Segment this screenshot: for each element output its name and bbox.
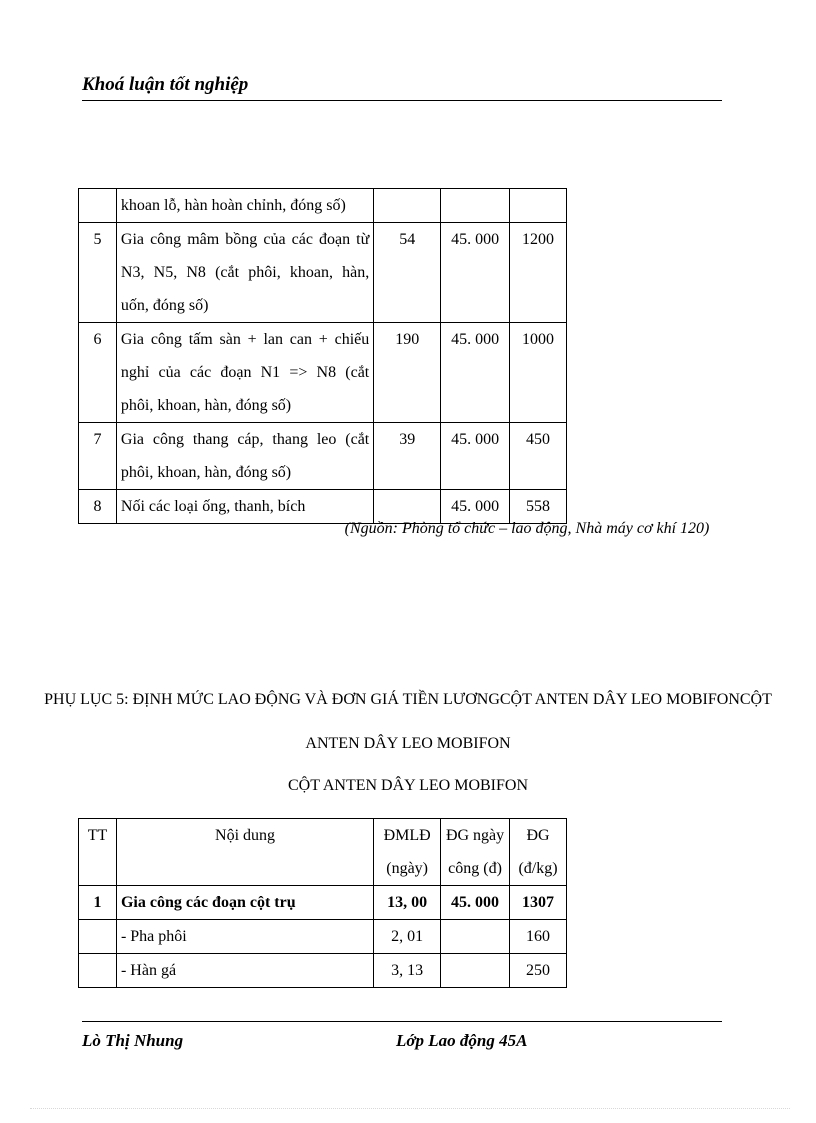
wage-table-continued bbox=[78, 188, 567, 524]
row-dg-kg: 1200 bbox=[510, 223, 567, 323]
row-tt: 5 bbox=[79, 223, 117, 323]
table-row bbox=[79, 920, 567, 954]
row-dg-ngay: 45. 000 bbox=[441, 490, 510, 524]
footer-class: Lớp Lao động 45A bbox=[396, 1031, 528, 1050]
row-content: - Hàn gá bbox=[116, 954, 373, 988]
source-note bbox=[0, 520, 816, 538]
table-header-row bbox=[79, 819, 567, 886]
document-header-title: Khoá luận tốt nghiệp bbox=[82, 74, 249, 95]
row-dg-ngay: 45. 000 bbox=[441, 323, 510, 423]
appendix-title-line-1: PHỤ LỤC 5: ĐỊNH MỨC LAO ĐỘNG VÀ ĐƠN GIÁ TIỀN LƯƠNGCỘT ANTEN DÂY LEO MOBIFONCỘT bbox=[44, 691, 772, 708]
row-dmld bbox=[374, 490, 441, 524]
row-tt: 1 bbox=[79, 886, 117, 920]
table-row bbox=[79, 886, 567, 920]
table-row bbox=[79, 323, 567, 423]
row-tt bbox=[79, 189, 117, 223]
header-dg-kg: ĐG (đ/kg) bbox=[510, 819, 567, 886]
row-dmld: 39 bbox=[374, 423, 441, 490]
table-row bbox=[79, 490, 567, 524]
header-dg-ngay: ĐG ngày công (đ) bbox=[441, 819, 510, 886]
row-dg-kg bbox=[510, 189, 567, 223]
row-dg-kg: 450 bbox=[510, 423, 567, 490]
row-content: Nối các loại ống, thanh, bích bbox=[116, 490, 373, 524]
row-dmld: 190 bbox=[374, 323, 441, 423]
row-dg-ngay bbox=[441, 920, 510, 954]
row-dg-ngay: 45. 000 bbox=[441, 223, 510, 323]
row-dg-ngay: 45. 000 bbox=[441, 886, 510, 920]
row-dmld: 13, 00 bbox=[374, 886, 441, 920]
row-dg-ngay bbox=[441, 189, 510, 223]
labor-norm-table bbox=[78, 818, 567, 988]
header-dmld: ĐMLĐ (ngày) bbox=[374, 819, 441, 886]
row-dg-ngay bbox=[441, 954, 510, 988]
header-content: Nội dung bbox=[116, 819, 373, 886]
row-dmld bbox=[374, 189, 441, 223]
table-row bbox=[79, 223, 567, 323]
table-row bbox=[79, 423, 567, 490]
header-rule bbox=[82, 100, 722, 101]
appendix-title-line-2: ANTEN DÂY LEO MOBIFON bbox=[305, 735, 511, 752]
row-content: - Pha phôi bbox=[116, 920, 373, 954]
row-dmld: 2, 01 bbox=[374, 920, 441, 954]
row-dg-kg: 558 bbox=[510, 490, 567, 524]
row-content: Gia công các đoạn cột trụ bbox=[116, 886, 373, 920]
row-dmld: 3, 13 bbox=[374, 954, 441, 988]
footer-rule bbox=[82, 1021, 722, 1022]
row-content: Gia công thang cáp, thang leo (cắt phôi, khoan, hàn, đóng số) bbox=[116, 423, 373, 490]
row-content: Gia công mâm bồng của các đoạn từ N3, N5, N8 (cắt phôi, khoan, hàn, uốn, đóng số) bbox=[116, 223, 373, 323]
row-tt: 7 bbox=[79, 423, 117, 490]
row-dg-kg: 250 bbox=[510, 954, 567, 988]
appendix-title-line-3: CỘT ANTEN DÂY LEO MOBIFON bbox=[288, 777, 528, 794]
header-tt: TT bbox=[79, 819, 117, 886]
row-content: khoan lỗ, hàn hoàn chỉnh, đóng số) bbox=[116, 189, 373, 223]
source-note-text: (Nguồn: Phòng tổ chức – lao động, Nhà máy cơ khí 120) bbox=[344, 520, 710, 537]
footer-author: Lò Thị Nhung bbox=[82, 1031, 184, 1050]
page-edge-divider bbox=[30, 1108, 790, 1109]
row-tt: 6 bbox=[79, 323, 117, 423]
row-content: Gia công tấm sàn + lan can + chiếu nghỉ của các đoạn N1 => N8 (cắt phôi, khoan, hàn, đóng số) bbox=[116, 323, 373, 423]
table-row bbox=[79, 189, 567, 223]
row-dg-ngay: 45. 000 bbox=[441, 423, 510, 490]
row-tt: 8 bbox=[79, 490, 117, 524]
row-tt bbox=[79, 920, 117, 954]
row-dg-kg: 1000 bbox=[510, 323, 567, 423]
row-dmld: 54 bbox=[374, 223, 441, 323]
row-dg-kg: 1307 bbox=[510, 886, 567, 920]
table-row bbox=[79, 954, 567, 988]
row-tt bbox=[79, 954, 117, 988]
row-dg-kg: 160 bbox=[510, 920, 567, 954]
